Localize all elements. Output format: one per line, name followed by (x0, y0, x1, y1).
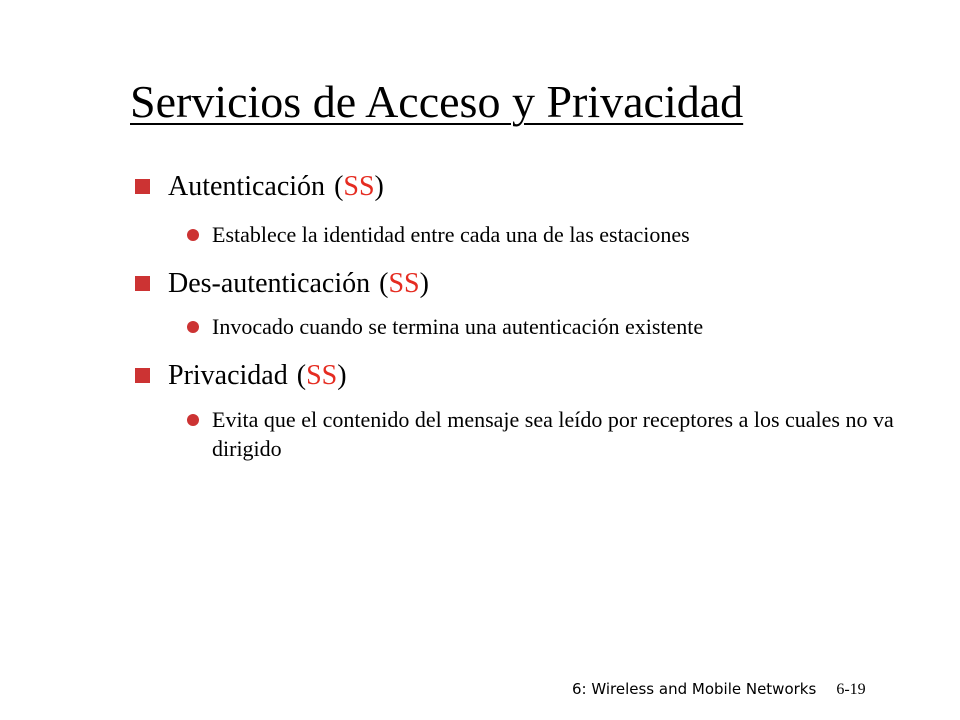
sub-bullet-item (187, 220, 927, 249)
square-bullet-icon (135, 276, 150, 291)
paren-close: ) (337, 360, 347, 391)
paren-open: ( (379, 268, 389, 299)
service-tag: SS (388, 268, 420, 299)
service-tag: SS (306, 360, 338, 391)
paren-close: ) (374, 171, 384, 202)
round-bullet-icon (187, 229, 199, 241)
square-bullet-icon (135, 179, 150, 194)
paren-close: ) (419, 268, 429, 299)
slide-title: Servicios de Acceso y Privacidad (130, 76, 744, 127)
sub-bullet-text: Evita que el contenido del mensaje sea leído por receptores a los cuales no va dirigido (212, 407, 894, 461)
round-bullet-icon (187, 414, 199, 426)
paren-open: ( (334, 171, 344, 202)
sub-bullet-item (187, 312, 927, 341)
slide-footer (572, 679, 866, 700)
footer-course: 6: Wireless and Mobile Networks (572, 680, 817, 698)
sub-bullet-text: Establece la identidad entre cada una de las estaciones (212, 222, 690, 247)
bullet-item (135, 267, 429, 301)
round-bullet-icon (187, 321, 199, 333)
bullet-label: Privacidad (168, 360, 288, 391)
bullet-item (135, 359, 347, 393)
sub-bullet-item (187, 405, 927, 463)
service-tag: SS (343, 171, 375, 202)
bullet-label: Des-autenticación (168, 268, 371, 299)
bullet-label: Autenticación (168, 171, 326, 202)
bullet-item (135, 170, 384, 204)
sub-bullet-text: Invocado cuando se termina una autenticación existente (212, 314, 704, 339)
footer-page-number: 6-19 (836, 681, 866, 698)
square-bullet-icon (135, 368, 150, 383)
paren-open: ( (296, 360, 307, 391)
